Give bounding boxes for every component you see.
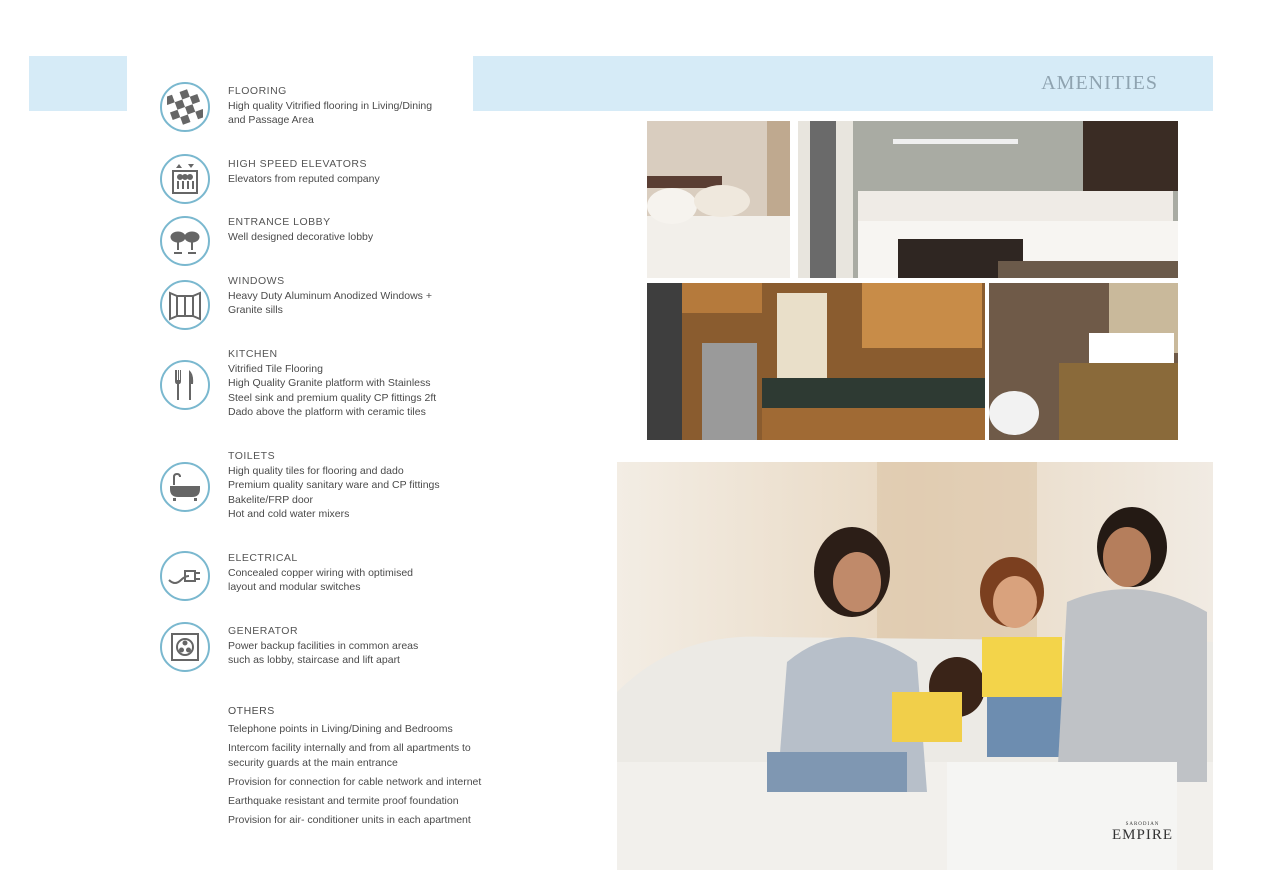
- amenity-lobby: [228, 215, 456, 244]
- amenity-heading: WINDOWS: [228, 275, 285, 287]
- fork-knife-icon: [160, 360, 210, 410]
- amenity-line: Concealed copper wiring with optimised: [228, 566, 414, 579]
- header-band-left: [29, 56, 127, 111]
- amenity-line: Heavy Duty Aluminum Anodized Windows +: [228, 289, 432, 302]
- amenity-heading: FLOORING: [228, 85, 287, 97]
- family-photo: [617, 462, 1213, 870]
- bathtub-icon: [160, 462, 210, 512]
- bathroom-photo: [989, 283, 1178, 440]
- brand-logo: [1112, 822, 1173, 844]
- others-line: Intercom facility internally and from all apartments to: [228, 742, 471, 754]
- amenity-heading: TOILETS: [228, 450, 276, 462]
- living-room-photo: [798, 121, 1178, 278]
- others-section: [228, 705, 508, 832]
- others-line: Provision for connection for cable network and internet: [228, 775, 482, 788]
- amenity-line: Power backup facilities in common areas: [228, 639, 419, 652]
- amenity-line: Premium quality sanitary ware and CP fittings: [228, 479, 440, 491]
- amenity-heading: HIGH SPEED ELEVATORS: [228, 158, 367, 170]
- amenity-heading: ELECTRICAL: [228, 552, 298, 564]
- page-title: AMENITIES: [1041, 72, 1158, 94]
- checkered-floor-icon: [160, 82, 210, 132]
- lobby-chairs-icon: [160, 216, 210, 266]
- amenity-line: Elevators from reputed company: [228, 172, 380, 185]
- amenity-electrical: [228, 551, 456, 595]
- others-line: Earthquake resistant and termite proof foundation: [228, 794, 459, 807]
- others-line: Provision for air- conditioner units in each apartment: [228, 813, 471, 826]
- elevator-icon: [160, 154, 210, 204]
- amenity-heading: GENERATOR: [228, 625, 299, 637]
- amenity-flooring: [228, 84, 456, 128]
- amenity-line: and Passage Area: [228, 114, 314, 126]
- amenity-line: Hot and cold water mixers: [228, 508, 350, 520]
- amenity-line: Vitrified Tile Flooring: [228, 362, 323, 375]
- bedroom-photo: [647, 121, 790, 278]
- amenity-heading: KITCHEN: [228, 348, 278, 360]
- amenity-line: Dado above the platform with ceramic tiles: [228, 406, 426, 418]
- amenity-line: Granite sills: [228, 304, 283, 316]
- others-line: security guards at the main entrance: [228, 756, 398, 769]
- amenity-line: Steel sink and premium quality CP fittings 2ft: [228, 391, 437, 404]
- amenity-windows: [228, 274, 456, 318]
- others-heading: OTHERS: [228, 705, 275, 717]
- amenity-line: High Quality Granite platform with Stainless: [228, 377, 431, 389]
- brand-small-text: SARODIAN: [1125, 822, 1160, 827]
- amenity-line: Well designed decorative lobby: [228, 230, 374, 243]
- plug-icon: [160, 551, 210, 601]
- kitchen-photo: [647, 283, 985, 440]
- amenity-toilets: [228, 449, 456, 522]
- amenity-generator: [228, 624, 456, 668]
- window-icon: [160, 280, 210, 330]
- amenity-heading: ENTRANCE LOBBY: [228, 216, 331, 228]
- amenity-line: layout and modular switches: [228, 581, 361, 593]
- amenity-line: High quality Vitrified flooring in Living/Dining: [228, 99, 433, 112]
- others-line: Telephone points in Living/Dining and Bedrooms: [228, 723, 453, 735]
- amenity-kitchen: [228, 347, 456, 420]
- brand-name: EMPIRE: [1112, 827, 1174, 843]
- amenity-line: High quality tiles for flooring and dado: [228, 464, 404, 477]
- amenity-line: Bakelite/FRP door: [228, 493, 314, 506]
- socket-icon: [160, 622, 210, 672]
- amenity-elevators: [228, 157, 456, 186]
- amenity-line: such as lobby, staircase and lift apart: [228, 654, 400, 666]
